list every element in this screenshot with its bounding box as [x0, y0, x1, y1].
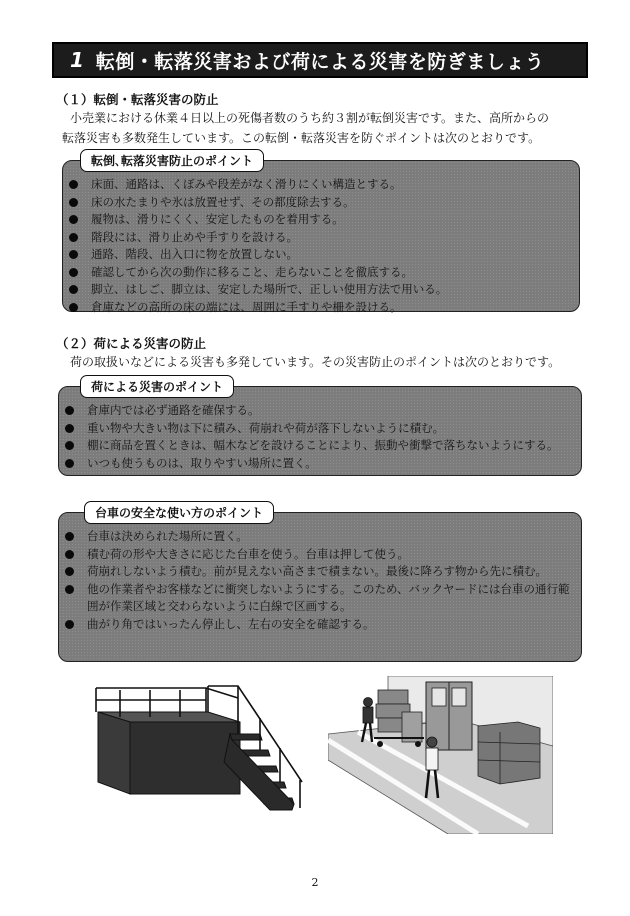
bullet-icon	[65, 532, 74, 541]
box-label-cart-safety: 台車の安全な使い方のポイント	[84, 501, 274, 524]
warehouse-cart-illustration	[328, 676, 553, 834]
list-item: 脚立、はしご、脚立は、安定した場所で、正しい使用方法で用いる。	[63, 281, 579, 299]
list-item: 倉庫内では必ず通路を確保する。	[59, 402, 581, 420]
list-item: 確認してから次の動作に移ること、走らないことを徹底する。	[63, 264, 579, 282]
bullet-icon	[65, 550, 74, 559]
list-item: 台車は決められた場所に置く。	[59, 528, 581, 546]
subsection-1-paragraph	[62, 108, 602, 148]
paragraph-line: 荷の取扱いなどによる災害も多発しています。その災害防止のポイントは次のとおりです。	[70, 355, 561, 369]
bullet-icon	[69, 180, 78, 189]
platform-stairs-illustration	[90, 682, 310, 822]
list-item: 階段には、滑り止めや手すりを設ける。	[63, 229, 579, 247]
bullet-icon	[65, 585, 74, 594]
list-item: いつも使うものは、取りやすい場所に置く。	[59, 455, 581, 473]
box-label-fall-prevention: 転倒､転落災害防止のポイント	[80, 149, 264, 172]
cart-safety-list	[59, 528, 581, 633]
cart-safety-points-box	[58, 512, 582, 662]
list-item: 床面、通路は、くぼみや段差がなく滑りにくい構造とする。	[63, 176, 579, 194]
fall-prevention-list	[63, 176, 579, 316]
bullet-icon	[69, 233, 78, 242]
bullet-icon	[65, 406, 74, 415]
list-item: 履物は、滑りにくく、安定したものを着用する。	[63, 211, 579, 229]
list-item: 他の作業者やお客様などに衝突しないようにする。このため、バックヤードには台車の通行範囲が作業区域と交わらないように白線で区画する。	[59, 581, 581, 616]
bullet-icon	[69, 198, 78, 207]
list-item: 積む荷の形や大きさに応じた台車を使う。台車は押して使う。	[59, 546, 581, 564]
bullet-icon	[69, 285, 78, 294]
bullet-icon	[65, 441, 74, 450]
list-item: 重い物や大きい物は下に積み、荷崩れや荷が落下しないように積む。	[59, 420, 581, 438]
paragraph-line: 転落災害も多数発生しています。この転倒・転落災害を防ぐポイントは次のとおりです。	[62, 131, 541, 145]
fall-prevention-points-box	[62, 160, 580, 312]
section-title: 転倒・転落災害および荷による災害を防ぎましょう	[95, 50, 545, 73]
bullet-icon	[69, 268, 78, 277]
subsection-heading-2: （２）荷による災害の防止	[56, 336, 207, 351]
bullet-icon	[65, 567, 74, 576]
list-item: 床の水たまりや氷は放置せず、その都度除去する。	[63, 194, 579, 212]
subsection-heading-1: （１）転倒・転落災害の防止	[56, 92, 219, 107]
paragraph-line: 小売業における休業４日以上の死傷者数のうち約３割が転倒災害です。また、高所からの	[70, 111, 550, 125]
page-number: 2	[311, 876, 319, 889]
section-title-bar	[52, 42, 588, 78]
list-item: 倉庫などの高所の床の端には、周囲に手すりや柵を設ける。	[63, 299, 579, 317]
bullet-icon	[69, 215, 78, 224]
list-item: 曲がり角ではいったん停止し、左右の安全を確認する。	[59, 616, 581, 634]
load-hazard-list	[59, 402, 581, 472]
bullet-icon	[65, 459, 74, 468]
load-hazard-points-box	[58, 386, 582, 476]
bullet-icon	[69, 303, 78, 312]
subsection-2-paragraph	[62, 352, 602, 372]
list-item: 棚に商品を置くときは、幅木などを設けることにより、振動や衝撃で落ちないようにする。	[59, 437, 581, 455]
bullet-icon	[65, 620, 74, 629]
list-item: 通路、階段、出入口に物を放置しない。	[63, 246, 579, 264]
bullet-icon	[69, 250, 78, 259]
list-item: 荷崩れしないよう積む。前が見えない高さまで積まない。最後に降ろす物から先に積む。	[59, 563, 581, 581]
box-label-load-hazard: 荷による災害のポイント	[80, 375, 234, 398]
section-number: 1	[70, 48, 84, 72]
bullet-icon	[65, 424, 74, 433]
